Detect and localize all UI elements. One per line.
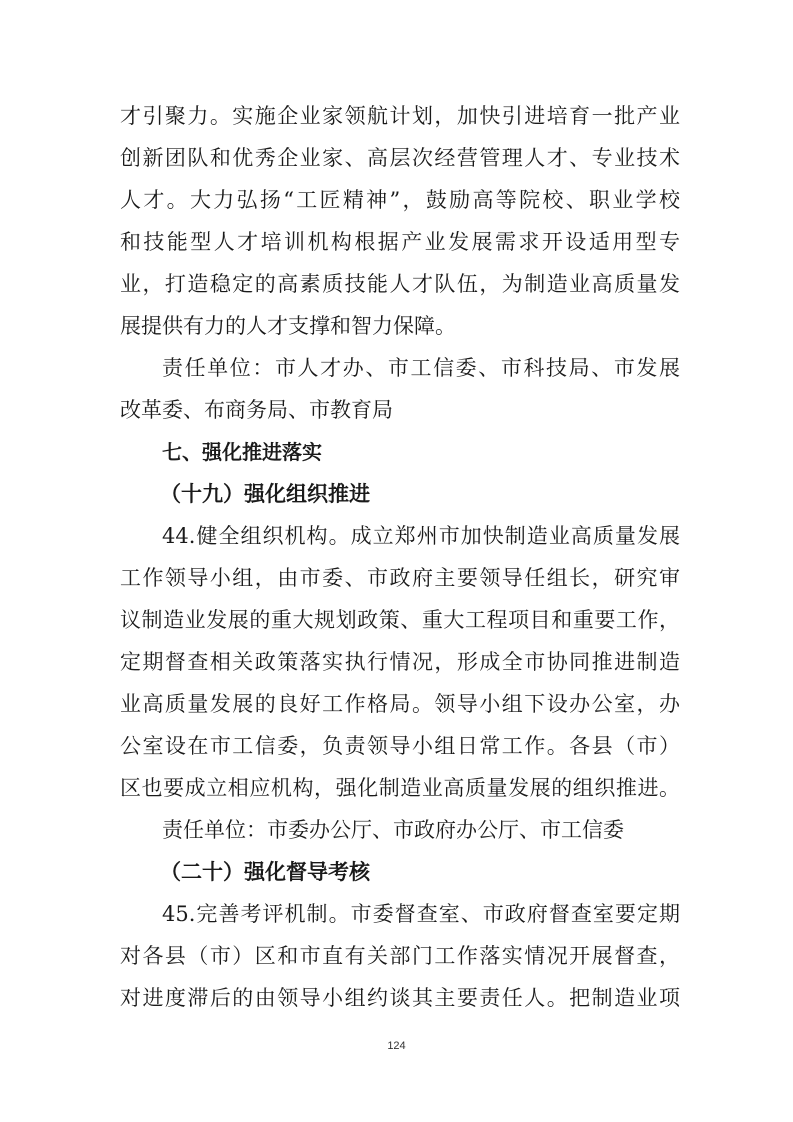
paragraph-line: 创新团队和优秀企业家、高层次经营管理人才、专业技术 [120, 146, 680, 170]
paragraph-line: 人才。大力弘扬“工匠精神”，鼓励高等院校、职业学校 [120, 188, 680, 212]
paragraph-line: 对进度滞后的由领导小组约谈其主要责任人。把制造业项 [120, 986, 680, 1010]
paragraph-line: 展提供有力的人才支撑和智力保障。 [120, 314, 456, 338]
paragraph-line: 业，打造稳定的高素质技能人才队伍，为制造业高质量发 [120, 272, 680, 296]
responsible-units-line: 改革委、布商务局、市教育局 [120, 398, 393, 422]
responsible-units-line: 责任单位：市人才办、市工信委、市科技局、市发展 [162, 356, 680, 380]
paragraph-line: 44.健全组织机构。成立郑州市加快制造业高质量发展 [162, 524, 680, 548]
responsible-units-line: 责任单位：市委办公厅、市政府办公厅、市工信委 [162, 818, 624, 842]
paragraph-line: 议制造业发展的重大规划政策、重大工程项目和重要工作， [120, 608, 680, 632]
subsection-heading: （二十）强化督导考核 [160, 860, 370, 884]
paragraph-line: 45.完善考评机制。市委督查室、市政府督查室要定期 [162, 902, 680, 926]
page-number: 124 [387, 1040, 406, 1052]
paragraph-line: 才引聚力。实施企业家领航计划，加快引进培育一批产业 [120, 104, 680, 128]
paragraph-line: 对各县（市）区和市直有关部门工作落实情况开展督查， [120, 944, 680, 968]
paragraph-line: 公室设在市工信委，负责领导小组日常工作。各县（市） [120, 734, 680, 758]
section-heading: 七、强化推进落实 [162, 440, 322, 464]
paragraph-line: 和技能型人才培训机构根据产业发展需求开设适用型专 [120, 230, 680, 254]
paragraph-line: 工作领导小组，由市委、市政府主要领导任组长，研究审 [120, 566, 680, 590]
paragraph-line: 业高质量发展的良好工作格局。领导小组下设办公室，办 [120, 692, 680, 716]
paragraph-line: 区也要成立相应机构，强化制造业高质量发展的组织推进。 [120, 776, 680, 800]
subsection-heading: （十九）强化组织推进 [160, 482, 370, 506]
paragraph-line: 定期督查相关政策落实执行情况，形成全市协同推进制造 [120, 650, 680, 674]
